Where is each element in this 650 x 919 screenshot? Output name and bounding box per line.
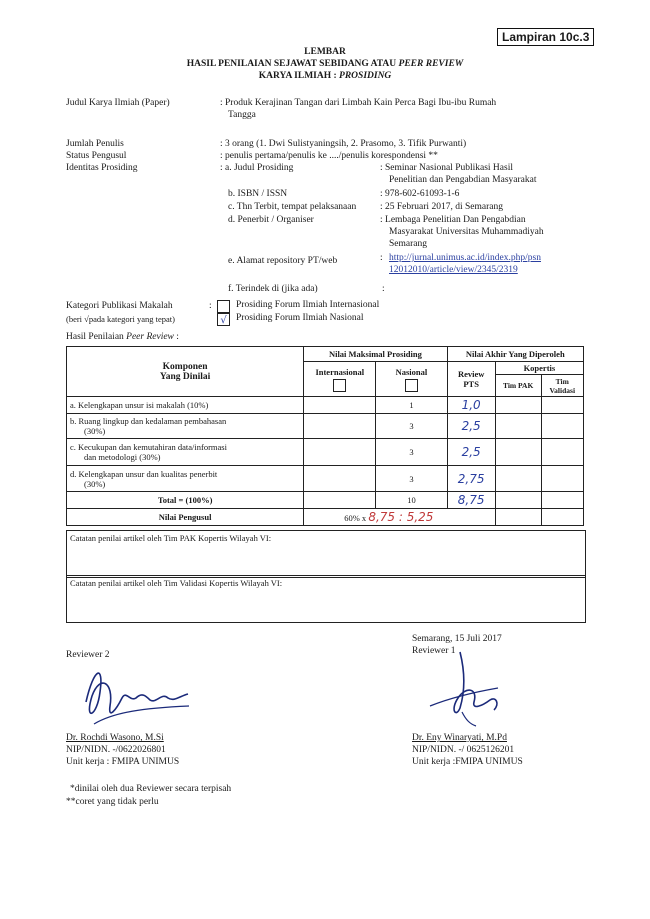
total-row	[67, 492, 584, 509]
judul-label: Judul Karya Ilmiah (Paper)	[66, 98, 170, 108]
nilai-pengusul-label: Nilai Pengusul	[67, 509, 304, 526]
header-kopertis: Kopertis	[495, 362, 583, 375]
total-nasional: 10	[376, 492, 447, 509]
peer-review-table	[66, 346, 584, 526]
row-a-pts: 1,0	[461, 398, 481, 412]
header-nilai-maksimal: Nilai Maksimal Prosiding	[304, 347, 447, 362]
total-label: Total = (100%)	[67, 492, 304, 509]
kategori-hint: (beri √pada kategori yang tepat)	[66, 314, 175, 324]
header-internasional: Internasional	[304, 362, 376, 397]
status-value: : penulis pertama/penulis ke ..../penulis korespondensi **	[220, 151, 438, 161]
option-nasional: Prosiding Forum Ilmiah Nasional	[236, 313, 364, 323]
reviewer2-name: Dr. Rochdi Wasono, M.Si	[66, 733, 164, 743]
lampiran-stamp: Lampiran 10c.3	[497, 28, 594, 46]
penerbit-value: : Lembaga Penelitian Dan Pengabdian	[380, 215, 526, 225]
reviewer1-signature	[420, 648, 530, 730]
header-nilai-akhir: Nilai Akhir Yang Diperoleh	[447, 347, 583, 362]
row-d-nasional: 3	[376, 466, 447, 492]
identitas-label: Identitas Prosiding	[66, 163, 138, 173]
terindek-value: :	[382, 284, 385, 294]
row-c-nasional: 3	[376, 439, 447, 466]
option-internasional: Prosiding Forum Ilmiah Internasional	[236, 300, 380, 310]
table-row	[67, 466, 584, 492]
row-d-pts: 2,75	[457, 471, 485, 486]
jumlah-value: : 3 orang (1. Dwi Sulistyaningsih, 2. Prasomo, 3. Tifik Purwanti)	[220, 139, 467, 149]
reviewer2-nip: NIP/NIDN. -/0622026801	[66, 745, 166, 755]
nilai-pengusul-value: 60% x 8,75 : 5,25	[304, 509, 496, 526]
reviewer1-heading: Reviewer 1	[412, 646, 456, 656]
judul-value: : Produk Kerajinan Tangan dari Limbah Kain Perca Bagi Ibu-ibu Rumah	[220, 98, 497, 108]
header-tim-validasi: Tim Validasi	[541, 375, 584, 397]
repository-colon: :	[380, 253, 383, 263]
prosiding-title-value-2: Penelitian dan Pengabdian Masyarakat	[389, 175, 537, 185]
reviewer2-signature	[64, 662, 194, 730]
footnote-1: *dinilai oleh dua Reviewer secara terpisah	[70, 784, 232, 794]
catatan-pak-label: Catatan penilai artikel oleh Tim PAK Kopertis Wilayah VI:	[70, 533, 272, 543]
table-row	[67, 397, 584, 414]
catatan-pak-box	[66, 530, 586, 578]
terbit-value: : 25 Februari 2017, di Semarang	[380, 202, 503, 212]
nilai-pengusul-row	[67, 509, 584, 526]
terindek-label: f. Terindek di (jika ada)	[228, 284, 318, 294]
row-b-nasional: 3	[376, 414, 447, 439]
header-review-pts: Review PTS	[447, 362, 495, 397]
row-d-label: d. Kelengkapan unsur dan kualitas penerbit (30%)	[67, 466, 304, 492]
row-a-nasional: 1	[376, 397, 447, 414]
judul-value-2: Tangga	[228, 110, 256, 120]
reviewer1-unit: Unit kerja :FMIPA UNIMUS	[412, 757, 523, 767]
penerbit-value-2: Masyarakat Universitas Muhammadiyah	[389, 227, 544, 237]
hasil-label: Hasil Penilaian Peer Review :	[66, 332, 179, 342]
checkbox-internasional[interactable]	[217, 300, 230, 313]
row-b-label: b. Ruang lingkup dan kedalaman pembahasan (30%)	[67, 414, 304, 439]
terbit-label: c. Thn Terbit, tempat pelaksanaan	[228, 202, 357, 212]
header-komponen: Komponen Yang Dinilai	[67, 347, 304, 397]
table-row	[67, 439, 584, 466]
row-b-pts: 2,5	[461, 419, 481, 433]
footnote-2: **coret yang tidak perlu	[66, 797, 159, 807]
prosiding-title-label: : a. Judul Prosiding	[220, 163, 294, 173]
checkbox-table-nasional[interactable]	[405, 379, 418, 392]
row-c-pts: 2,5	[461, 445, 481, 459]
checkbox-table-internasional[interactable]	[333, 379, 346, 392]
isbn-label: b. ISBN / ISSN	[228, 189, 288, 199]
kategori-label: Kategori Publikasi Makalah	[66, 301, 173, 311]
penerbit-label: d. Penerbit / Organiser	[228, 215, 314, 225]
title-line2: HASIL PENILAIAN SEJAWAT SEBIDANG ATAU PEER REVIEW	[186, 59, 464, 69]
jumlah-label: Jumlah Penulis	[66, 139, 124, 149]
repository-link-2[interactable]: 12012010/article/view/2345/2319	[389, 265, 518, 275]
row-c-label: c. Kecukupan dan kemutahiran data/informasi dan metodologi (30%)	[67, 439, 304, 466]
catatan-validasi-label: Catatan penilai artikel oleh Tim Validasi Kopertis Wilayah VI:	[70, 578, 283, 588]
reviewer1-nip: NIP/NIDN. -/ 0625126201	[412, 745, 515, 755]
reviewer1-place-date: Semarang, 15 Juli 2017	[412, 634, 502, 644]
reviewer2-heading: Reviewer 2	[66, 650, 110, 660]
penerbit-value-3: Semarang	[389, 239, 427, 249]
kategori-colon: :	[209, 301, 212, 311]
isbn-value: : 978-602-61093-1-6	[380, 189, 460, 199]
row-a-label: a. Kelengkapan unsur isi makalah (10%)	[67, 397, 304, 414]
checkbox-nasional[interactable]	[217, 313, 230, 326]
repository-link[interactable]: http://jurnal.unimus.ac.id/index.php/psn	[389, 253, 541, 263]
reviewer1-name: Dr. Eny Winaryati, M.Pd	[412, 733, 507, 743]
table-row	[67, 414, 584, 439]
total-pts: 8,75	[457, 493, 485, 507]
check-mark-icon: √	[220, 315, 227, 326]
header-nasional: Nasional	[376, 362, 447, 397]
reviewer2-unit: Unit kerja : FMIPA UNIMUS	[66, 757, 180, 767]
header-tim-pak: Tim PAK	[495, 375, 541, 397]
prosiding-title-value: : Seminar Nasional Publikasi Hasil	[380, 163, 513, 173]
title-line1: LEMBAR	[304, 47, 346, 57]
title-line3: KARYA ILMIAH : PROSIDING	[258, 71, 392, 81]
catatan-validasi-box	[66, 575, 586, 623]
repository-label: e. Alamat repository PT/web	[228, 256, 338, 266]
status-label: Status Pengusul	[66, 151, 127, 161]
